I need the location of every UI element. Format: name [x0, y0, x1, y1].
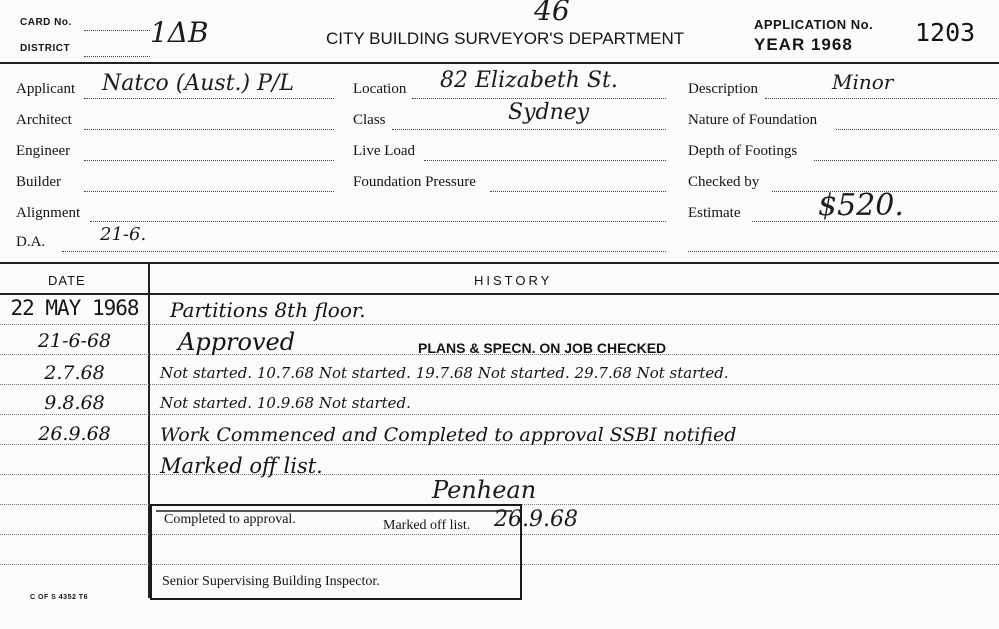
foundation-pressure-line — [490, 191, 666, 192]
history-line — [0, 474, 999, 475]
signature-date: 26.9.68 — [494, 507, 578, 532]
da-label: D.A. — [16, 234, 46, 250]
stamp-marked-off-text: Marked off list. — [383, 518, 471, 533]
history-header-rule — [0, 293, 999, 295]
district-label: DISTRICT — [20, 43, 71, 54]
estimate-label: Estimate — [688, 205, 741, 221]
checked-by-label: Checked by — [688, 174, 760, 190]
application-label: APPLICATION No. — [754, 17, 874, 32]
class-line — [392, 129, 666, 130]
da-line — [62, 251, 666, 252]
history-date: 9.8.68 — [44, 392, 105, 414]
year-label: YEAR 1968 — [754, 35, 853, 54]
history-entry: Not started. 10.9.68 Not started. — [160, 394, 411, 412]
district-line — [84, 56, 150, 57]
applicant-value: Natco (Aust.) P/L — [102, 71, 294, 96]
checked-stamp: PLANS & SPECN. ON JOB CHECKED — [418, 340, 667, 356]
location-label: Location — [353, 81, 407, 97]
blank-line — [688, 251, 997, 252]
signature: Penhean — [432, 476, 537, 504]
da-value: 21-6. — [100, 224, 147, 245]
history-date: 22 MAY 1968 — [10, 296, 139, 320]
application-number: 1203 — [915, 18, 976, 47]
class-label: Class — [353, 112, 386, 128]
history-line — [0, 414, 999, 415]
stamp-inspector-text: Senior Supervising Building Inspector. — [162, 574, 380, 589]
fields-rule — [0, 262, 999, 264]
depth-footings-label: Depth of Footings — [688, 143, 798, 159]
header-rule — [0, 62, 999, 64]
depth-footings-line — [814, 160, 997, 161]
live-load-line — [424, 160, 666, 161]
builder-line — [84, 191, 334, 192]
stamp-completed-text: Completed to approval. — [164, 512, 296, 527]
history-line — [0, 384, 999, 385]
alignment-label: Alignment — [16, 205, 81, 221]
history-date: 2.7.68 — [44, 362, 105, 384]
history-entry: Marked off list. — [160, 454, 323, 478]
history-line — [0, 324, 999, 325]
applicant-label: Applicant — [16, 81, 76, 97]
card-no-line — [84, 30, 150, 31]
history-entry: Approved — [178, 328, 296, 356]
engineer-label: Engineer — [16, 143, 71, 159]
live-load-label: Live Load — [353, 143, 416, 159]
description-line — [765, 98, 997, 99]
description-label: Description — [688, 81, 758, 97]
history-date: 26.9.68 — [38, 423, 111, 445]
history-entry: Work Commenced and Completed to approval SSBI notified — [160, 424, 737, 446]
department-title: CITY BUILDING SURVEYOR'S DEPARTMENT — [326, 29, 685, 48]
estimate-value: $520. — [818, 188, 904, 223]
history-header: HISTORY — [474, 273, 553, 288]
history-entry: Partitions 8th floor. — [170, 298, 366, 322]
history-entry: Not started. 10.7.68 Not started. 19.7.68 Not started. 29.7.68 Not started. — [160, 364, 729, 382]
location-value: 82 Elizabeth St. — [440, 68, 618, 93]
nature-foundation-label: Nature of Foundation — [688, 112, 818, 128]
builder-label: Builder — [16, 174, 61, 190]
alignment-line — [90, 221, 666, 222]
engineer-line — [84, 160, 334, 161]
nature-foundation-line — [836, 129, 997, 130]
card-no-value: 1ΔB — [150, 16, 209, 49]
card-no-label: CARD No. — [20, 17, 72, 28]
history-date: 21-6-68 — [37, 330, 112, 352]
description-value: Minor — [832, 70, 894, 94]
class-value: Sydney — [508, 100, 590, 125]
foundation-pressure-label: Foundation Pressure — [353, 174, 476, 190]
card-superscript: 46 — [534, 0, 570, 27]
location-line — [412, 98, 666, 99]
architect-line — [84, 129, 334, 130]
architect-label: Architect — [16, 112, 72, 128]
form-code: C OF S 4352 T6 — [30, 594, 88, 601]
applicant-line — [84, 98, 334, 99]
date-header: DATE — [48, 273, 86, 288]
